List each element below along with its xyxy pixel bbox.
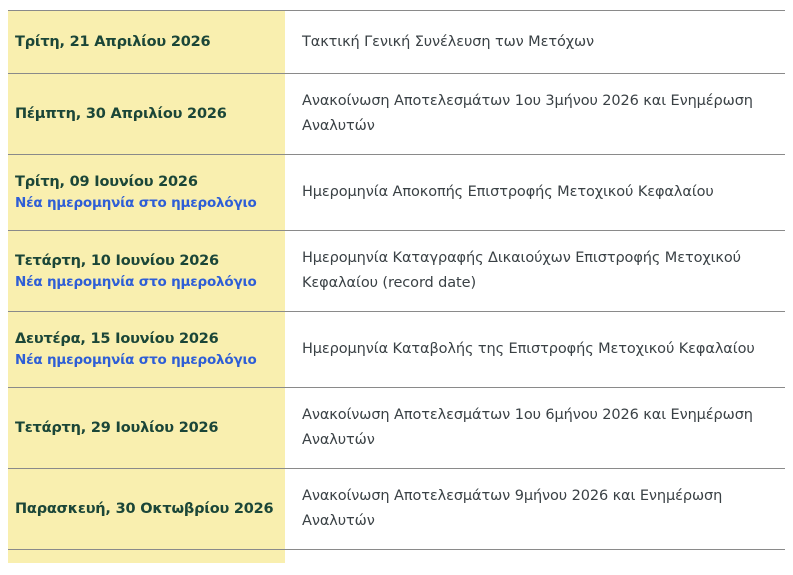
event-description: Ημερομηνία Αποκοπής Επιστροφής Μετοχικού Κεφαλαίου: [302, 184, 714, 200]
event-description-cell: [285, 312, 785, 387]
calendar-row: [8, 231, 785, 312]
event-description: Τακτική Γενική Συνέλευση των Μετόχων: [302, 33, 595, 50]
event-date: Παρασκευή, 30 Οκτωβρίου 2026: [15, 500, 274, 517]
event-date-cell: [8, 155, 285, 230]
event-date: Τετάρτη, 29 Ιουλίου 2026: [15, 419, 219, 436]
event-description: Ημερομηνία Καταβολής της Επιστροφής Μετοχικού Κεφαλαίου: [302, 341, 755, 357]
calendar-row: [8, 388, 785, 469]
event-description-cell: [285, 155, 785, 230]
event-description-cell: [285, 388, 785, 468]
event-date-cell: [8, 74, 285, 154]
event-description-cell: [285, 231, 785, 311]
event-date-cell: [8, 469, 285, 549]
new-date-note: Νέα ημερομηνία στο ημερολόγιο: [15, 273, 257, 290]
event-date: Τρίτη, 09 Ιουνίου 2026: [15, 174, 198, 190]
partial-next-row: [8, 550, 285, 563]
calendar-row: [8, 74, 785, 155]
new-date-note: Νέα ημερομηνία στο ημερολόγιο: [15, 195, 257, 211]
financial-calendar-table: [8, 10, 785, 563]
event-description-cell: [285, 469, 785, 549]
event-description: Ανακοίνωση Αποτελεσμάτων 1ου 6μήνου 2026 και Ενημέρωση Αναλυτών: [302, 407, 753, 448]
event-date: Πέμπτη, 30 Απριλίου 2026: [15, 105, 227, 122]
calendar-row: [8, 312, 785, 388]
calendar-row: [8, 155, 785, 231]
calendar-row: [8, 469, 785, 550]
event-description-cell: [285, 74, 785, 154]
event-description-cell: [285, 11, 785, 73]
new-date-note: Νέα ημερομηνία στο ημερολόγιο: [15, 352, 257, 368]
event-date: Τρίτη, 21 Απριλίου 2026: [15, 33, 211, 50]
event-date-cell: [8, 388, 285, 468]
event-date: Τετάρτη, 10 Ιουνίου 2026: [15, 252, 219, 269]
event-description: Ημερομηνία Καταγραφής Δικαιούχων Επιστροφής Μετοχικού Κεφαλαίου (record date): [302, 250, 741, 291]
event-date-cell: [8, 312, 285, 387]
event-description: Ανακοίνωση Αποτελεσμάτων 1ου 3μήνου 2026 και Ενημέρωση Αναλυτών: [302, 93, 753, 134]
event-date: Δευτέρα, 15 Ιουνίου 2026: [15, 331, 219, 347]
event-date-cell: [8, 11, 285, 73]
event-description: Ανακοίνωση Αποτελεσμάτων 9μήνου 2026 και Ενημέρωση Αναλυτών: [302, 488, 723, 529]
calendar-row: [8, 11, 785, 74]
event-date-cell: [8, 231, 285, 311]
